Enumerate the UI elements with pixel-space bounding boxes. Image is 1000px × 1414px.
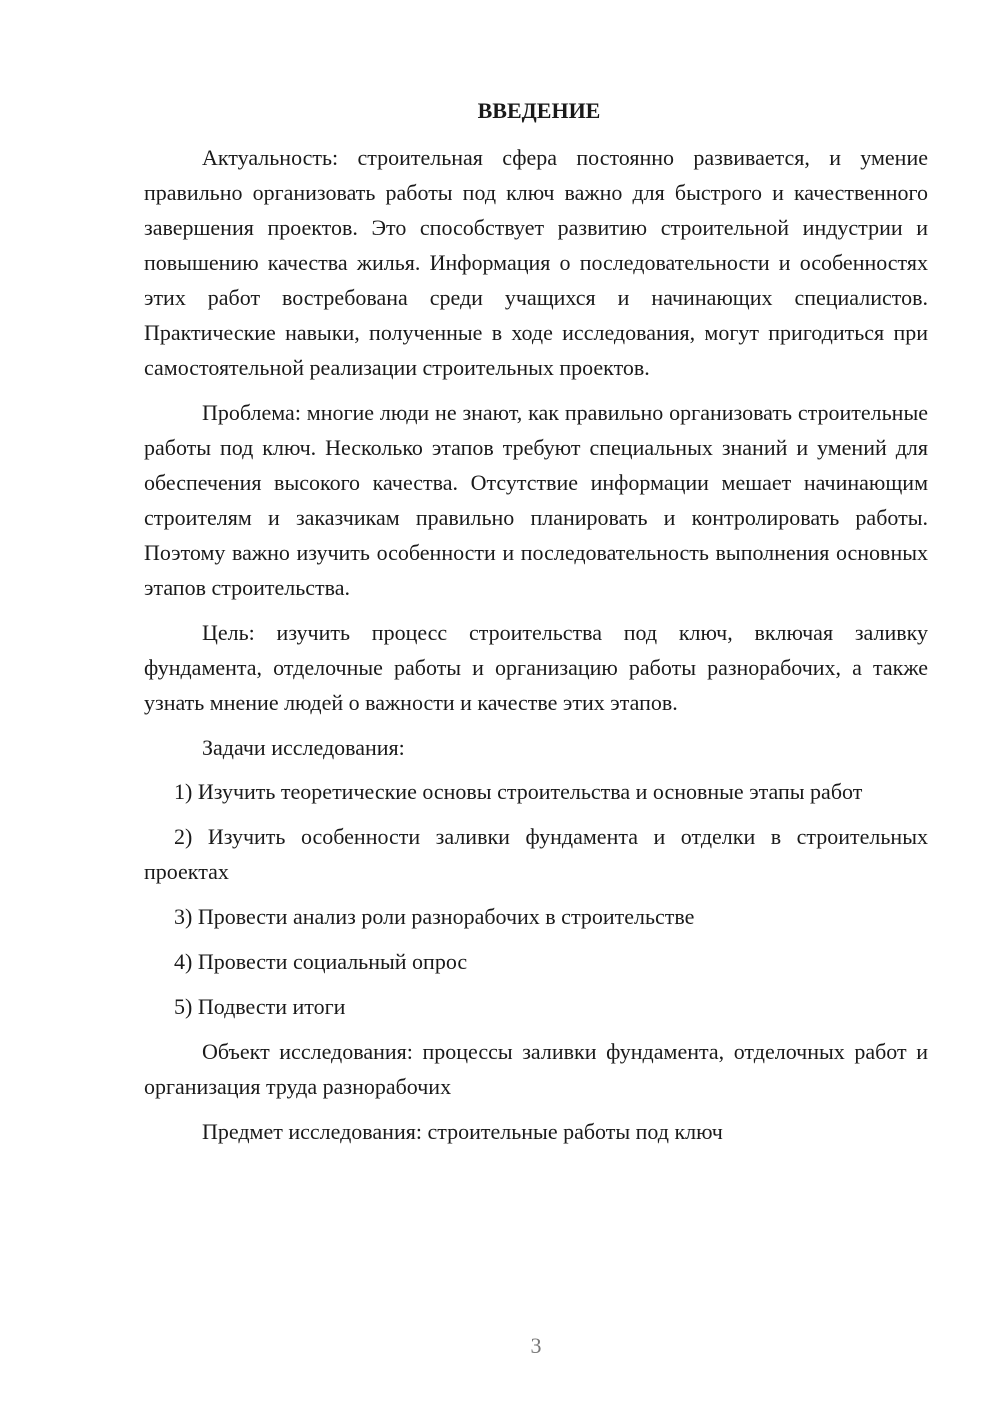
section-title: ВВЕДЕНИЕ xyxy=(477,98,601,123)
subject-paragraph: Предмет исследования: строительные работы под ключ xyxy=(202,1119,723,1144)
task-item-1: 1) Изучить теоретические основы строительства и основные этапы работ xyxy=(174,779,863,804)
relevance-paragraph: Актуальность: строительная сфера постоянно развивается, и умение правильно организовать работы под ключ важно для быстрого и качественного завершения проектов. Это способствует развитию строительной индустрии и повышению качества жилья. Информация о последовательности и особенностях этих работ востребована среди учащихся и начинающих специалистов. Практические навыки, полученные в ходе исследования, могут пригодиться при самостоятельной реализации строительных проектов. xyxy=(144,145,928,380)
page-content xyxy=(144,93,928,1159)
goal-paragraph: Цель: изучить процесс строительства под ключ, включая заливку фундамента, отделочные работы и организацию работы разнорабочих, а также узнать мнение людей о важности и качестве этих этапов. xyxy=(144,620,928,715)
task-item-2: 2) Изучить особенности заливки фундамента и отделки в строительных проектах xyxy=(144,824,928,884)
page-number: 3 xyxy=(530,1333,542,1358)
problem-paragraph: Проблема: многие люди не знают, как правильно организовать строительные работы под ключ. Несколько этапов требуют специальных знаний и умений для обеспечения высокого качества. Отсутствие информации мешает начинающим строителям и заказчикам правильно планировать и контролировать работы. Поэтому важно изучить особенности и последовательность выполнения основных этапов строительства. xyxy=(144,400,928,600)
task-item-4: 4) Провести социальный опрос xyxy=(174,949,468,974)
task-item-5: 5) Подвести итоги xyxy=(174,994,346,1019)
task-item-3: 3) Провести анализ роли разнорабочих в строительстве xyxy=(174,904,695,929)
object-paragraph: Объект исследования: процессы заливки фундамента, отделочных работ и организация труда разнорабочих xyxy=(144,1039,928,1099)
tasks-heading: Задачи исследования: xyxy=(202,735,405,760)
